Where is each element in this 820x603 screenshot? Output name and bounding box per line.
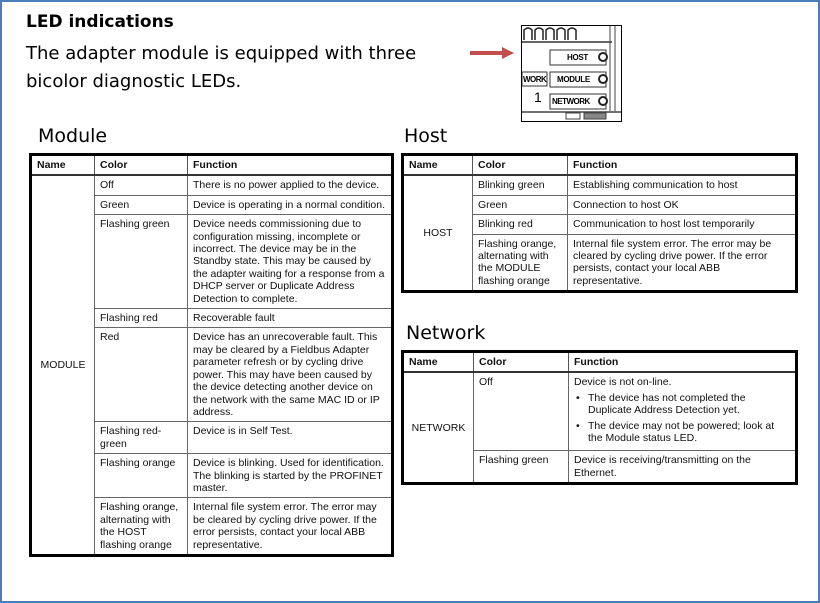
color-cell: Red [95, 328, 188, 422]
intro-text: The adapter module is equipped with three bicolor diagnostic LEDs. [26, 43, 417, 92]
column-header-name: Name [31, 155, 95, 176]
color-cell: Green [473, 195, 568, 214]
host-led-label: HOST [567, 53, 589, 62]
partial-label: WORK [523, 75, 547, 84]
module-led-table [29, 153, 394, 557]
function-cell: Internal file system error. The error may be cleared by cycling drive power. If the error persists, contact your local ABB representative. [568, 234, 797, 292]
function-bullet-list [574, 392, 790, 445]
column-header-function: Function [569, 352, 797, 373]
device-drawing [522, 26, 621, 121]
color-cell: Flashing orange, alternating with the MODULE flashing orange [473, 234, 568, 292]
function-cell: Recoverable fault [188, 309, 393, 328]
table-row [403, 372, 797, 451]
led-name-cell: MODULE [31, 175, 95, 555]
function-cell: Device is operating in a normal condition. [188, 195, 393, 214]
led-name-cell: NETWORK [403, 372, 474, 483]
partial-digit: 1 [534, 89, 542, 105]
column-header-name: Name [403, 155, 473, 176]
module-section-title: Module [38, 125, 108, 147]
function-cell: Device is receiving/transmitting on the Ethernet. [569, 451, 797, 484]
color-cell: Flashing red-green [95, 422, 188, 454]
bullet-item: • The device has not completed the Duplicate Address Detection yet. [588, 392, 790, 417]
color-cell: Flashing green [474, 451, 569, 484]
column-header-color: Color [474, 352, 569, 373]
table-header-row [403, 352, 797, 373]
bullet-item: • The device may not be powered; look at the Module status LED. [588, 420, 790, 445]
color-cell: Green [95, 195, 188, 214]
function-cell: Establishing communication to host [568, 175, 797, 195]
color-cell: Flashing orange, alternating with the HOST flashing orange [95, 498, 188, 556]
function-cell: Internal file system error. The error may be cleared by cycling drive power. If the error persists, contact your local ABB representative. [188, 498, 393, 556]
host-led-table [401, 153, 798, 293]
column-header-function: Function [568, 155, 797, 176]
function-cell: Communication to host lost temporarily [568, 215, 797, 234]
column-header-color: Color [95, 155, 188, 176]
function-cell: Connection to host OK [568, 195, 797, 214]
table-header-row [31, 155, 393, 176]
host-section-title: Host [404, 125, 448, 147]
arrow-icon [470, 47, 514, 59]
color-cell: Blinking green [473, 175, 568, 195]
column-header-name: Name [403, 352, 474, 373]
color-cell: Flashing red [95, 309, 188, 328]
color-cell: Blinking red [473, 215, 568, 234]
table-row [31, 175, 393, 195]
led-panel-image [521, 25, 622, 122]
network-section-title: Network [406, 322, 486, 344]
color-cell: Off [474, 372, 569, 451]
table-row [403, 175, 797, 195]
color-cell: Flashing orange [95, 454, 188, 498]
function-cell: Device is in Self Test. [188, 422, 393, 454]
function-cell [569, 372, 797, 451]
table-header-row [403, 155, 797, 176]
column-header-function: Function [188, 155, 393, 176]
color-cell: Off [95, 175, 188, 195]
led-name-cell: HOST [403, 175, 473, 291]
color-cell: Flashing green [95, 215, 188, 309]
function-cell: Device needs commissioning due to configuration missing, incomplete or incorrect. The device may be in the Standby state. This may be caused by the adapter waiting for a response from a DHCP server or Duplicate Address Detection to complete. [188, 215, 393, 309]
module-led-label: MODULE [557, 75, 590, 84]
network-led-table [401, 350, 798, 485]
function-text: Device is not on-line. [574, 376, 672, 389]
function-cell: There is no power applied to the device. [188, 175, 393, 195]
function-cell: Device has an unrecoverable fault. This may be cleared by a Fieldbus Adapter parameter refresh or by cycling drive power. This may have been caused by the device detecting another device on the network with the same MAC ID or IP address. [188, 328, 393, 422]
column-header-color: Color [473, 155, 568, 176]
function-cell: Device is blinking. Used for identification. The blinking is started by the PROFINET master. [188, 454, 393, 498]
network-led-label: NETWORK [552, 97, 590, 106]
page-title: LED indications [26, 12, 174, 32]
